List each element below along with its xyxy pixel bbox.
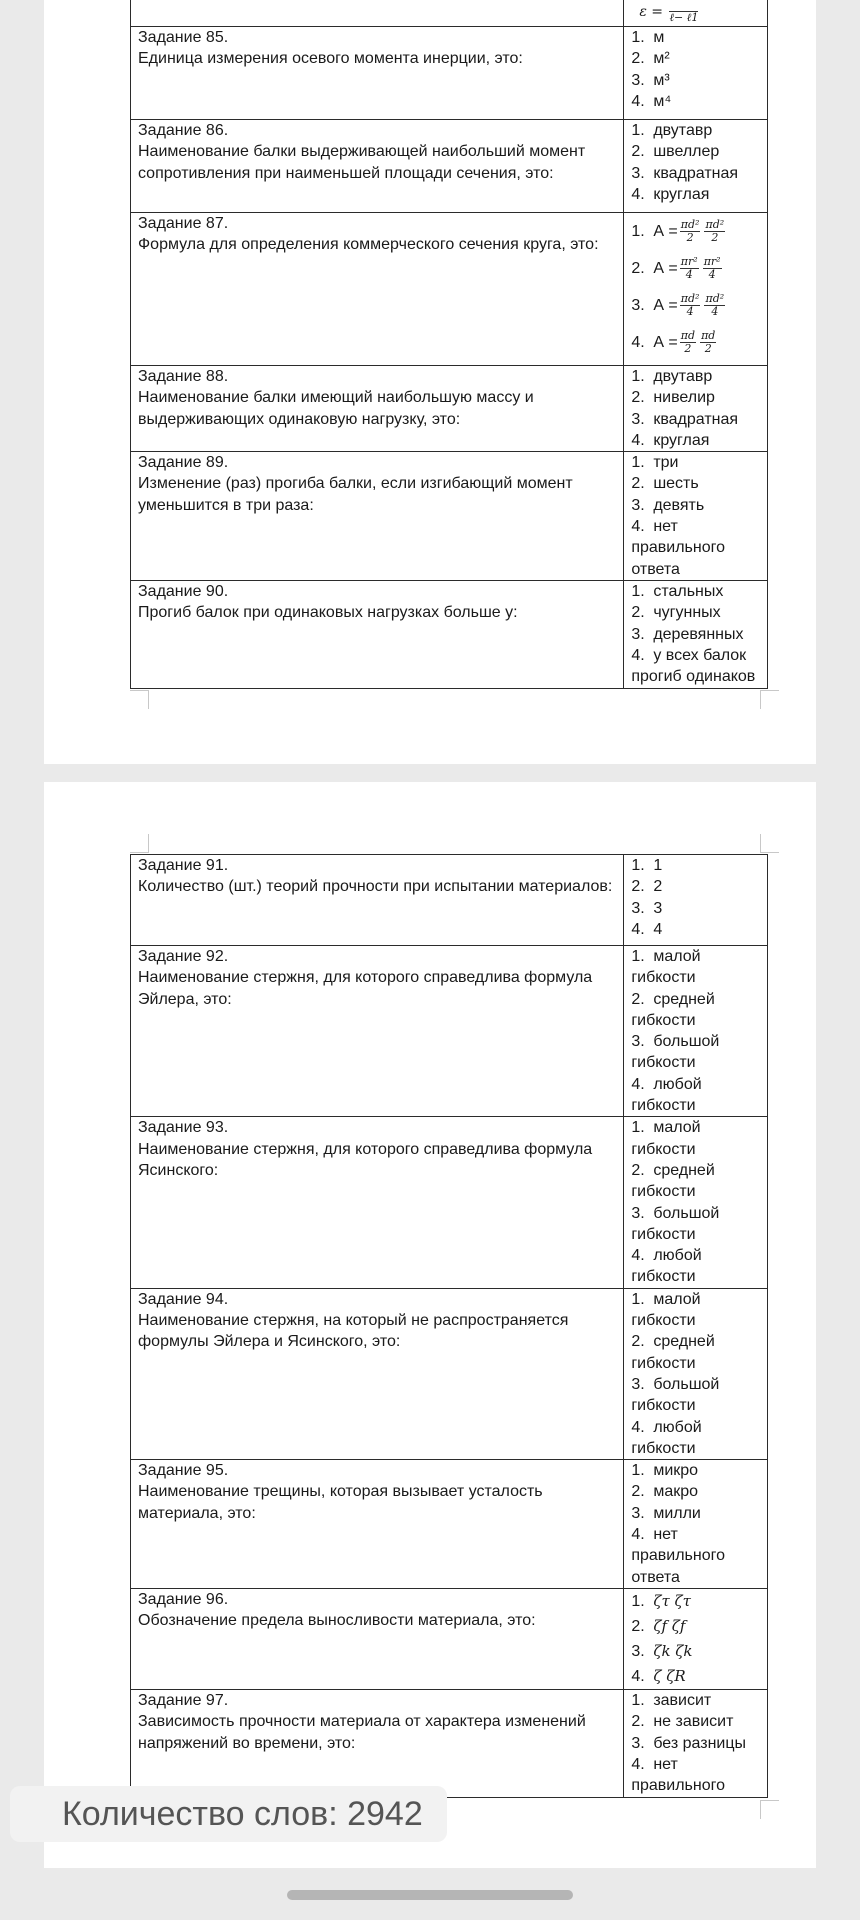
question-text: Формула для определения коммерческого сечения круга, это:: [138, 236, 599, 254]
answer-option: 1. двутавр: [631, 368, 713, 385]
question-text: Прогиб балок при одинаковых нагрузках больше у:: [138, 604, 518, 622]
answer-option: 3. девять: [631, 496, 705, 514]
question-text: Единица измерения осевого момента инерции, это:: [138, 50, 523, 68]
answer-option: 4. круглая: [631, 431, 710, 449]
table-row-formula: [131, 0, 768, 27]
answer-option: 3. большой гибкости: [631, 1033, 720, 1072]
answer-option: 4. м⁴: [631, 92, 672, 110]
answer-option: 3. 3: [631, 899, 663, 917]
question-cell: [131, 1690, 624, 1798]
word-count-badge[interactable]: Количество слов: 2942: [10, 1786, 447, 1842]
table-row: [131, 1117, 768, 1288]
answer-option: 1. три: [631, 454, 679, 472]
question-cell: [131, 1589, 624, 1690]
formula-denominator: ℓ− ℓ1: [669, 11, 699, 24]
question-number: Задание 96.: [138, 1591, 229, 1609]
answer-cell: [624, 0, 768, 27]
answer-option: 1. микро: [631, 1462, 699, 1480]
question-cell: [131, 1460, 624, 1589]
answer-option: 2. средней гибкости: [631, 1333, 715, 1372]
question-text: Наименование балки имеющий наибольшую массу и выдерживающих одинаковую нагрузку, это:: [138, 389, 534, 428]
answer-option: 1. зависит: [631, 1692, 712, 1710]
answer-option: 2. ζf ζf: [631, 1617, 686, 1636]
answer-cell: [624, 213, 768, 366]
table-row: [131, 1460, 768, 1589]
math-option: 2. А = $\frac{\text{πr²}}{4}$ $\frac{\text{πr²}}{4}$: [631, 255, 721, 282]
question-text: Изменение (раз) прогиба балки, если изгибающий момент уменьшится в три раза:: [138, 475, 573, 514]
answer-option: 4. любой гибкости: [631, 1075, 702, 1115]
margin-corner-bottom-right: [760, 690, 779, 709]
answer-cell: [624, 120, 768, 213]
answer-cell: [624, 452, 768, 581]
answer-cell: [624, 581, 768, 688]
home-indicator[interactable]: [287, 1890, 573, 1900]
question-cell: [131, 452, 624, 581]
formula-epsilon: ε =: [639, 3, 664, 20]
question-number: Задание 88.: [138, 368, 229, 385]
answer-option: 2. 2: [631, 878, 663, 896]
table-row: [131, 1589, 768, 1690]
table-row: [131, 213, 768, 366]
question-number: Задание 89.: [138, 454, 229, 472]
questions-table-2: [130, 854, 768, 1798]
margin-corner-bottom-left: [130, 690, 149, 709]
answer-option: 3. деревянных: [631, 625, 744, 643]
document-page-1: [44, 0, 816, 764]
question-cell: [131, 120, 624, 213]
answer-option: 1. м: [631, 29, 665, 46]
answer-cell: [624, 366, 768, 452]
table-row: [131, 1690, 768, 1798]
answer-option: 3. милли: [631, 1504, 701, 1522]
answer-option: 4. 4: [631, 920, 663, 938]
answer-cell: [624, 27, 768, 120]
margin-corner-bottom-right: [760, 1800, 779, 1819]
answer-option: 2. макро: [631, 1483, 699, 1501]
question-text: Наименование стержня, на который не распространяется формулы Эйлера и Ясинского, это:: [138, 1312, 569, 1351]
answer-option: 2. нивелир: [631, 389, 715, 407]
question-number: Задание 86.: [138, 122, 229, 139]
question-text: Наименование балки выдерживающей наибольший момент сопротивления при наименьшей площади сечения, это:: [138, 143, 586, 182]
question-number: Задание 95.: [138, 1462, 229, 1480]
table-row: [131, 946, 768, 1117]
answer-option: 1. ζτ ζτ: [631, 1592, 691, 1611]
answer-option: 2. средней гибкости: [631, 1161, 715, 1201]
table-row: [131, 452, 768, 581]
question-cell: [131, 1288, 624, 1459]
answer-option: 3. квадратная: [631, 164, 739, 182]
table-row: [131, 366, 768, 452]
question-text: Количество (шт.) теорий прочности при испытании материалов:: [138, 878, 613, 896]
answer-cell: [624, 1288, 768, 1459]
answer-cell: [624, 1117, 768, 1288]
answer-option: 4. нет правильного ответа: [631, 1526, 725, 1586]
margin-corner-top-right: [760, 834, 779, 853]
table-row: [131, 1288, 768, 1459]
answer-cell: [624, 1589, 768, 1690]
question-number: Задание 93.: [138, 1119, 229, 1137]
answer-option: 2. чугунных: [631, 604, 721, 622]
question-cell: [131, 855, 624, 946]
question-text: Обозначение предела выносливости материала, это:: [138, 1612, 536, 1630]
answer-option: 4. нет правильного ответа: [631, 518, 725, 578]
question-number: Задание 87.: [138, 215, 229, 232]
question-cell: [131, 581, 624, 688]
question-number: Задание 90.: [138, 583, 229, 601]
table-row: [131, 581, 768, 688]
answer-option: 4. круглая: [631, 185, 710, 203]
answer-option: 1. 1: [631, 857, 663, 874]
questions-table-1: [130, 0, 768, 689]
answer-option: 1. двутавр: [631, 122, 713, 139]
formula-fraction: [669, 0, 698, 24]
answer-option: 2. средней гибкости: [631, 990, 715, 1029]
answer-option: 4. ζ ζR: [631, 1667, 686, 1686]
math-option: 4. А = $\frac{\pi d}{2}$ $\frac{\pi d}{2}$: [631, 329, 716, 356]
answer-cell: [624, 855, 768, 946]
answer-option: 1. малой гибкости: [631, 1119, 701, 1158]
question-text: Зависимость прочности материала от характера изменений напряжений во времени, это:: [138, 1713, 586, 1752]
answer-option: 3. м³: [631, 71, 670, 89]
question-number: Задание 94.: [138, 1290, 229, 1308]
answer-option: 3. большой гибкости: [631, 1204, 720, 1243]
question-cell: [131, 27, 624, 120]
question-number: Задание 85.: [138, 29, 229, 46]
question-cell: [131, 946, 624, 1117]
question-cell: [131, 213, 624, 366]
answer-option: 4. любой гибкости: [631, 1418, 702, 1457]
answer-cell: [624, 1690, 768, 1798]
table-row: [131, 27, 768, 120]
table-row: [131, 120, 768, 213]
math-option: 3. А = $\frac{\text{πd²}}{4}$ $\frac{\text{πd²}}{4}$: [631, 292, 725, 319]
answer-option: 1. малой гибкости: [631, 948, 701, 987]
question-text: Наименование стержня, для которого справедлива формула Ясинского:: [138, 1140, 593, 1179]
question-number: Задание 91.: [138, 857, 229, 874]
question-text: Наименование стержня, для которого справедлива формула Эйлера, это:: [138, 969, 593, 1008]
answer-option: 1. малой гибкости: [631, 1290, 701, 1330]
answer-option: 4. у всех балок прогиб одинаков: [631, 647, 756, 686]
question-text: Наименование трещины, которая вызывает усталость материала, это:: [138, 1483, 543, 1522]
answer-option: 2. швеллер: [631, 143, 720, 161]
question-cell: [131, 366, 624, 452]
answer-option: 2. м²: [631, 50, 670, 68]
question-number: Задание 92.: [138, 948, 229, 965]
answer-cell: [624, 1460, 768, 1589]
answer-option: 4. нет правильного: [631, 1756, 725, 1795]
answer-option: 2. не зависит: [631, 1713, 734, 1731]
answer-option: 3. без разницы: [631, 1734, 747, 1752]
question-number: Задание 97.: [138, 1692, 229, 1710]
answer-cell: [624, 946, 768, 1117]
answer-option: 3. ζk ζk: [631, 1642, 693, 1661]
answer-option: 4. любой гибкости: [631, 1247, 702, 1286]
answer-option: 1. стальных: [631, 583, 724, 601]
question-cell: [131, 0, 624, 27]
math-option: 1. А = $\frac{\text{πd²}}{2}$ $\frac{\text{πd²}}{2}$: [631, 218, 725, 245]
answer-option: 2. шесть: [631, 475, 699, 493]
table-row: [131, 855, 768, 946]
answer-option: 3. большой гибкости: [631, 1375, 720, 1415]
question-cell: [131, 1117, 624, 1288]
answer-option: 3. квадратная: [631, 410, 739, 428]
margin-corner-top-left: [130, 834, 149, 853]
document-page-2: [44, 782, 816, 1868]
